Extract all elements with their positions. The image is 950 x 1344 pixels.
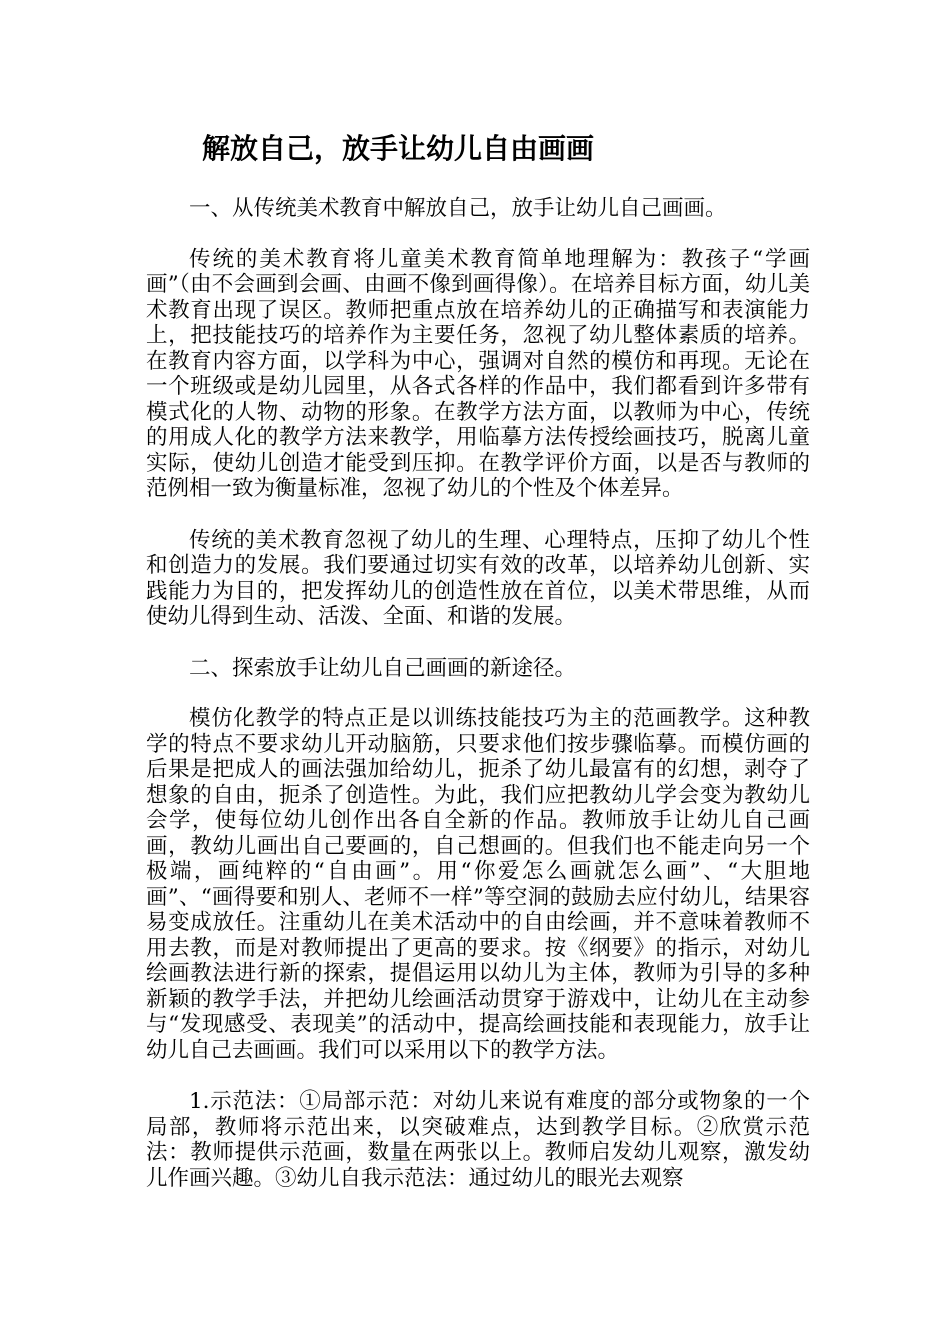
document-title: 解放自己，放手让幼儿自由画画: [202, 132, 595, 165]
paragraph-demonstration-method: 1.示范法：①局部示范：对幼儿来说有难度的部分或物象的一个局部，教师将示范出来，以突破难点，达到教学目标。②欣赏示范法：教师提供示范画，数量在两张以上。教师启发幼儿观察，激发幼儿作画兴趣。③幼儿自我示范法：通过幼儿的眼光去观察: [146, 1089, 810, 1191]
section-heading-1: 一、从传统美术教育中解放自己，放手让幼儿自己画画。: [189, 196, 727, 221]
section-heading-2: 二、探索放手让幼儿自己画画的新途径。: [189, 655, 577, 681]
paragraph-reform-goal: 传统的美术教育忽视了幼儿的生理、心理特点，压抑了幼儿个性和创造力的发展。我们要通过切实有效的改革，以培养幼儿创新、实践能力为目的，把发挥幼儿的创造性放在首位，以美术带思维，从而使幼儿得到生动、活泼、全面、和谐的发展。: [146, 527, 810, 629]
paragraph-traditional-education: 传统的美术教育将儿童美术教育简单地理解为：教孩子“学画画”（由不会画到会画、由画不像到画得像）。在培养目标方面，幼儿美术教育出现了误区。教师把重点放在培养幼儿的正确描写和表演能力上，把技能技巧的培养作为主要任务，忽视了幼儿整体素质的培养。在教育内容方面，以学科为中心，强调对自然的模仿和再现。无论在一个班级或是幼儿园里，从各式各样的作品中，我们都看到许多带有模式化的人物、动物的形象。在教学方法方面，以教师为中心，传统的用成人化的教学方法来教学，用临摹方法传授绘画技巧，脱离儿童实际，使幼儿创造才能受到压抑。在教学评价方面，以是否与教师的范例相一致为衡量标准，忽视了幼儿的个性及个体差异。: [146, 246, 810, 501]
paragraph-imitation-teaching: 模仿化教学的特点正是以训练技能技巧为主的范画教学。这种教学的特点不要求幼儿开动脑筋，只要求他们按步骤临摹。而模仿画的后果是把成人的画法强加给幼儿，扼杀了幼儿最富有的幻想，剥夺了想象的自由，扼杀了创造性。为此，我们应把教幼儿学会变为教幼儿会学，使每位幼儿创作出各自全新的作品。教师放手让幼儿自己画画，教幼儿画出自己要画的，自己想画的。但我们也不能走向另一个极端，画纯粹的“自由画”。用“你爱怎么画就怎么画”、“大胆地画”、“画得要和别人、老师不一样”等空洞的鼓励去应付幼儿，结果容易变成放任。注重幼儿在美术活动中的自由绘画，并不意味着教师不用去教，而是对教师提出了更高的要求。按《纲要》的指示，对幼儿绘画教法进行新的探索，提倡运用以幼儿为主体，教师为引导的多种新颖的教学手法，并把幼儿绘画活动贯穿于游戏中，让幼儿在主动参与“发现感受、表现美”的活动中，提高绘画技能和表现能力，放手让幼儿自己去画画。我们可以采用以下的教学方法。: [146, 706, 810, 1063]
document-body: [146, 196, 810, 1217]
